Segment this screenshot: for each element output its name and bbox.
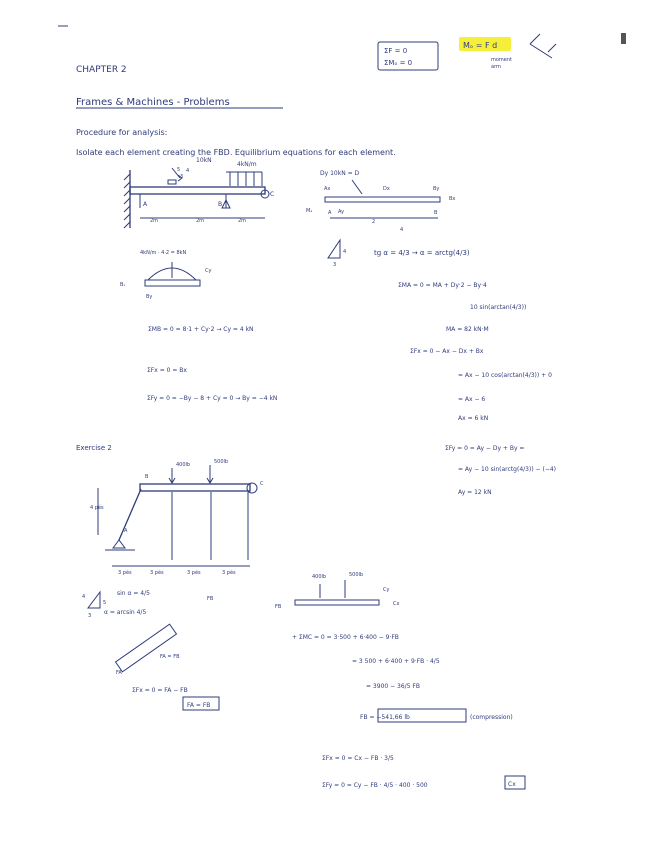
triangle	[328, 240, 340, 258]
beam-fb: FB	[275, 604, 282, 610]
tri2-4: 4	[82, 594, 86, 600]
fx-c-eq: ΣFx = 0 = Cx − FB · 3/5	[322, 755, 394, 762]
span4-label: 3 pés	[222, 570, 236, 576]
equilibrium-box	[378, 42, 438, 70]
eq-fy-left: ΣFy = 0 = −By − 8 + Cy = 0 → By = −4 kN	[147, 395, 278, 402]
fy-c-result: Cx	[508, 781, 516, 788]
span-2: 2m	[196, 218, 205, 224]
eq-ma-result: MA = 82 kN·M	[446, 326, 489, 333]
chapter-label: CHAPTER 2	[76, 65, 127, 75]
asin-eq: α = arcsin 4/5	[104, 609, 147, 616]
exercise-2-heading: Exercise 2	[76, 444, 112, 452]
span2-label: 3 pés	[150, 570, 164, 576]
pin-c2	[247, 483, 257, 493]
instruction-text: Isolate each element creating the FBD. Equilibrium equations for each element.	[76, 148, 396, 157]
ex1-fbd-bc	[120, 250, 211, 300]
label-c: C	[270, 191, 275, 198]
fbd-bc-by: By	[146, 294, 153, 300]
triangle2	[88, 592, 100, 608]
fbd-ax: Ax	[324, 186, 331, 192]
link-fa: FA	[116, 670, 122, 676]
slope-3: 3	[180, 174, 184, 180]
support-a2	[113, 540, 125, 548]
eq-fx-left: ΣFx = 0 = Bx	[147, 367, 187, 374]
arm-note: arm	[491, 64, 501, 70]
fbd-bc-load: 4kN/m · 4·2 = 8kN	[140, 250, 187, 256]
beam-cx: Cx	[393, 601, 400, 607]
ex2-triangle	[82, 590, 150, 619]
tri2-3: 3	[88, 613, 92, 619]
load2-label: 500lb	[214, 459, 229, 465]
ex2-beam-fbd	[275, 572, 399, 610]
mc-eq3: = 3900 − 36/5 FB	[366, 683, 420, 690]
ex2-frame-diagram	[90, 459, 264, 576]
span-1: 2m	[150, 218, 159, 224]
tri2-5: 5	[103, 600, 107, 606]
fbd-ay: Ay	[338, 209, 345, 215]
fbd-load: Dy 10kN = D	[320, 170, 360, 177]
fbd-d-arrow	[352, 180, 362, 194]
dist-load-label: 4kN/m	[237, 161, 257, 168]
ex1-fbd-ad	[306, 170, 455, 233]
tri-side-b: 3	[333, 262, 337, 268]
fbd-by: By	[433, 186, 440, 192]
tangent-eq: tg α = 4/3 → α = arctg(4/3)	[374, 249, 470, 257]
eq-fx-right2: = Ax − 10 cos(arctan(4/3)) + 0	[458, 372, 552, 379]
fbd-bc-bx: Bₓ	[120, 282, 126, 288]
load-force-label: 10kN	[196, 157, 212, 164]
link-fx-eq: ΣFx = 0 = FA − FB	[132, 687, 188, 694]
mc-note: (compression)	[470, 714, 513, 721]
fbd-ma: Mₐ	[306, 208, 313, 214]
member-ab	[119, 489, 141, 540]
mc-result: FB = −541,66 lb	[360, 714, 410, 721]
span3-label: 3 pés	[187, 570, 201, 576]
label-a: A	[143, 201, 148, 208]
slope-5: 5	[177, 167, 181, 173]
sum-moments-eq: ΣMₒ = 0	[384, 59, 413, 67]
span-3: 2m	[238, 218, 247, 224]
eq-ma-sub: 10 sin(arctan(4/3))	[470, 304, 527, 311]
wall-hatch	[124, 174, 130, 228]
fbd-dx: Dx	[383, 186, 390, 192]
moment-arm-sketch	[530, 34, 556, 58]
procedure-heading: Procedure for analysis:	[76, 128, 168, 137]
vertical-guides	[172, 492, 248, 560]
eq-ma: ΣMA = 0 = MA + Dy·2 − By·4	[398, 282, 487, 289]
fbd-bc-cy: Cy	[205, 268, 212, 274]
eq-fy-right2: = Ay − 10 sin(arctg(4/3)) − (−4)	[458, 466, 557, 473]
tri-side-a: 4	[343, 249, 347, 255]
beam-cy: Cy	[383, 587, 390, 593]
fbd-bx: Bx	[449, 196, 456, 202]
beam-load2-label: 500lb	[349, 572, 364, 578]
moment-def-text: Mₒ = F d	[463, 41, 498, 50]
beam-load1-label: 400lb	[312, 574, 327, 580]
label-a2: A	[124, 528, 128, 534]
fbd-bc-beam	[145, 280, 200, 286]
link-fa-fb: FA = FB	[160, 654, 180, 660]
link-fb: FB	[207, 596, 214, 602]
label-b2: B	[145, 474, 149, 480]
fbd-beam	[325, 197, 440, 202]
eq-fx-right3: = Ax − 6	[458, 396, 486, 403]
link-fx-res: FA = FB	[187, 702, 211, 709]
label-c2: C	[260, 481, 264, 487]
mc-eq2: = 3 500 + 6·400 + 9·FB · 4/5	[352, 658, 440, 665]
eq-fx-right4: Ax = 6 kN	[458, 415, 489, 422]
moment-note: moment	[491, 57, 513, 63]
eq-fy-right: ΣFy = 0 = Ay − Dy + By =	[445, 445, 525, 452]
span1-label: 3 pés	[118, 570, 132, 576]
binder-mark	[621, 33, 626, 44]
mc-eq: + ΣMC = 0 = 3·500 + 6·400 − 9·FB	[292, 634, 399, 641]
fbd-a: A	[328, 210, 332, 216]
load-arrow-tips	[169, 478, 213, 483]
sum-forces-eq: ΣF = 0	[384, 47, 408, 55]
ex1-angle-triangle	[328, 240, 470, 268]
slope-4: 4	[186, 168, 190, 174]
fbd-span2: 4	[400, 227, 404, 233]
load1-label: 400lb	[176, 462, 191, 468]
fy-c-eq: ΣFy = 0 = Cy − FB · 4/5 · 400 · 500	[322, 782, 428, 789]
beam-ab	[130, 187, 265, 194]
moment-definition	[459, 34, 556, 70]
dist-load-arrows	[226, 172, 262, 186]
eq-mb: ΣMB = 0 = 8·1 + Cy·2 → Cy = 4 kN	[148, 326, 254, 333]
ex1-structure-diagram	[124, 157, 274, 228]
load-tag	[168, 180, 176, 184]
page-title: Frames & Machines - Problems	[76, 97, 230, 108]
beam-bc	[140, 484, 250, 491]
fbd-span1: 2	[372, 219, 376, 225]
link-member	[116, 624, 177, 672]
sin-eq: sin α = 4/5	[117, 590, 150, 597]
eq-fy-right3: Ay = 12 kN	[458, 489, 492, 496]
height-label: 4 pés	[90, 505, 104, 511]
label-b: B	[218, 201, 223, 208]
fbd-b: B	[434, 210, 438, 216]
eq-fx-right: ΣFx = 0 − Ax − Dx + Bx	[410, 348, 484, 355]
beam-fbd2	[295, 600, 379, 605]
